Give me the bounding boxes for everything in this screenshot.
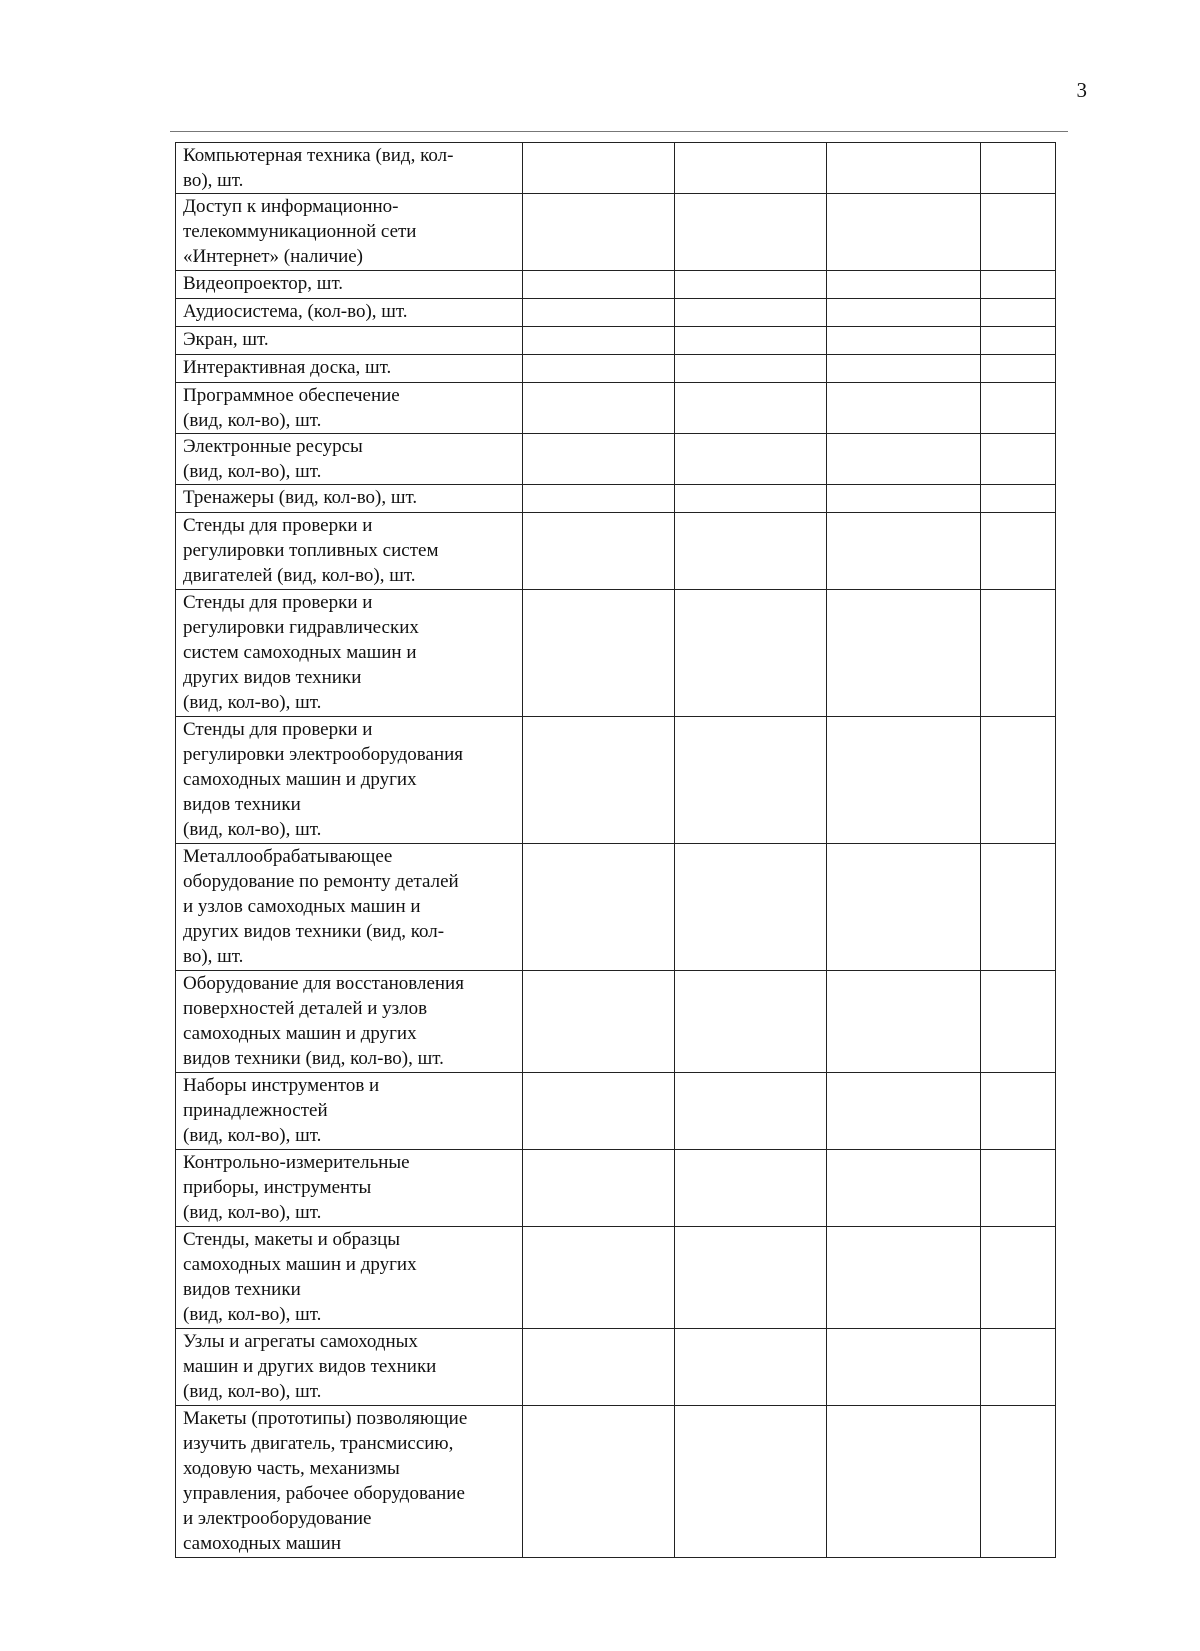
empty-value-cell [675,717,827,844]
equipment-name-cell [176,434,523,485]
empty-value-cell [981,513,1056,590]
empty-value-cell [981,383,1056,434]
empty-value-cell [981,1329,1056,1406]
table-row [176,327,1056,355]
equipment-name-cell [176,355,523,383]
table-row [176,143,1056,194]
table-row [176,1073,1056,1150]
empty-value-cell [981,1150,1056,1227]
table-row [176,844,1056,971]
equipment-name-cell [176,971,523,1073]
empty-value-cell [523,971,675,1073]
empty-value-cell [827,383,981,434]
empty-value-cell [827,844,981,971]
empty-value-cell [675,1329,827,1406]
empty-value-cell [827,299,981,327]
equipment-name-cell [176,1329,523,1406]
empty-value-cell [981,299,1056,327]
empty-value-cell [523,194,675,271]
empty-value-cell [981,485,1056,513]
equipment-name: Стенды для проверки и регулировки гидравлических систем самоходных машин и других видов техники (вид, кол-во), шт. [183,592,419,713]
empty-value-cell [523,717,675,844]
empty-value-cell [523,143,675,194]
empty-value-cell [981,971,1056,1073]
empty-value-cell [981,434,1056,485]
equipment-name-cell [176,327,523,355]
empty-value-cell [523,513,675,590]
empty-value-cell [827,327,981,355]
empty-value-cell [675,1406,827,1558]
empty-value-cell [523,434,675,485]
equipment-name-cell [176,1150,523,1227]
equipment-name: Наборы инструментов и принадлежностей (вид, кол-во), шт. [183,1075,380,1146]
table-row [176,383,1056,434]
table-row [176,1227,1056,1329]
table-row [176,1150,1056,1227]
empty-value-cell [675,271,827,299]
empty-value-cell [827,590,981,717]
equipment-name: Тренажеры (вид, кол-во), шт. [183,487,418,508]
equipment-name: Контрольно-измерительные приборы, инструменты (вид, кол-во), шт. [183,1152,410,1223]
table-row [176,971,1056,1073]
equipment-name-cell [176,1406,523,1558]
empty-value-cell [827,1329,981,1406]
empty-value-cell [523,590,675,717]
empty-value-cell [675,194,827,271]
empty-value-cell [827,271,981,299]
equipment-name-cell [176,143,523,194]
table-row [176,1329,1056,1406]
equipment-name: Программное обеспечение (вид, кол-во), шт. [183,385,400,431]
empty-value-cell [523,844,675,971]
empty-value-cell [827,971,981,1073]
empty-value-cell [827,194,981,271]
empty-value-cell [523,299,675,327]
equipment-name: Экран, шт. [183,329,269,350]
table-row [176,355,1056,383]
empty-value-cell [675,1073,827,1150]
equipment-name: Электронные ресурсы (вид, кол-во), шт. [183,436,363,482]
table-row [176,717,1056,844]
equipment-name-cell [176,513,523,590]
equipment-name-cell [176,485,523,513]
empty-value-cell [675,434,827,485]
equipment-name-cell [176,1073,523,1150]
equipment-name: Стенды для проверки и регулировки электрооборудования самоходных машин и других видов техники (вид, кол-во), шт. [183,719,464,840]
empty-value-cell [827,513,981,590]
empty-value-cell [827,1227,981,1329]
header-rule [170,131,1068,132]
empty-value-cell [675,1227,827,1329]
table-row [176,513,1056,590]
table-row [176,485,1056,513]
table-row [176,299,1056,327]
empty-value-cell [675,513,827,590]
equipment-name-cell [176,1227,523,1329]
equipment-table-body [176,143,1056,1558]
empty-value-cell [675,590,827,717]
equipment-table [175,142,1056,1558]
table-row [176,194,1056,271]
empty-value-cell [523,355,675,383]
empty-value-cell [827,1150,981,1227]
equipment-name-cell [176,717,523,844]
equipment-name-cell [176,299,523,327]
empty-value-cell [675,383,827,434]
empty-value-cell [523,327,675,355]
equipment-name: Узлы и агрегаты самоходных машин и других видов техники (вид, кол-во), шт. [183,1331,437,1402]
empty-value-cell [675,299,827,327]
empty-value-cell [981,194,1056,271]
empty-value-cell [523,1329,675,1406]
empty-value-cell [827,717,981,844]
equipment-name: Стенды для проверки и регулировки топливных систем двигателей (вид, кол-во), шт. [183,515,439,586]
equipment-name: Аудиосистема, (кол-во), шт. [183,301,408,322]
equipment-name-cell [176,590,523,717]
table-row [176,1406,1056,1558]
empty-value-cell [981,271,1056,299]
empty-value-cell [523,485,675,513]
empty-value-cell [523,1150,675,1227]
empty-value-cell [523,271,675,299]
empty-value-cell [981,1406,1056,1558]
empty-value-cell [827,143,981,194]
equipment-name: Стенды, макеты и образцы самоходных машин и других видов техники (вид, кол-во), шт. [183,1229,417,1325]
empty-value-cell [675,355,827,383]
equipment-name-cell [176,844,523,971]
empty-value-cell [675,971,827,1073]
empty-value-cell [981,355,1056,383]
empty-value-cell [981,327,1056,355]
equipment-name: Металлообрабатывающее оборудование по ремонту деталей и узлов самоходных машин и других видов техники (вид, кол- во), шт. [183,846,459,967]
equipment-name: Видеопроектор, шт. [183,273,344,294]
equipment-name: Компьютерная техника (вид, кол- во), шт. [183,145,454,191]
empty-value-cell [981,1073,1056,1150]
empty-value-cell [523,1406,675,1558]
empty-value-cell [827,355,981,383]
empty-value-cell [675,485,827,513]
empty-value-cell [981,717,1056,844]
empty-value-cell [827,1073,981,1150]
empty-value-cell [523,1227,675,1329]
page-number: 3 [1076,78,1087,102]
equipment-name: Оборудование для восстановления поверхностей деталей и узлов самоходных машин и других видов техники (вид, кол-во), шт. [183,973,464,1069]
empty-value-cell [981,143,1056,194]
equipment-name: Макеты (прототипы) позволяющие изучить двигатель, трансмиссию, ходовую часть, механизмы управления, рабочее оборудование и электрооборудование самоходных машин [183,1408,468,1554]
table-row [176,434,1056,485]
empty-value-cell [675,1150,827,1227]
equipment-name: Интерактивная доска, шт. [183,357,392,378]
equipment-name-cell [176,383,523,434]
empty-value-cell [981,590,1056,717]
empty-value-cell [675,143,827,194]
empty-value-cell [523,383,675,434]
empty-value-cell [981,844,1056,971]
empty-value-cell [675,327,827,355]
empty-value-cell [523,1073,675,1150]
equipment-name-cell [176,194,523,271]
table-row [176,590,1056,717]
table-row [176,271,1056,299]
empty-value-cell [675,844,827,971]
equipment-name: Доступ к информационно- телекоммуникационной сети «Интернет» (наличие) [183,196,417,267]
empty-value-cell [827,434,981,485]
empty-value-cell [827,485,981,513]
empty-value-cell [827,1406,981,1558]
empty-value-cell [981,1227,1056,1329]
equipment-name-cell [176,271,523,299]
